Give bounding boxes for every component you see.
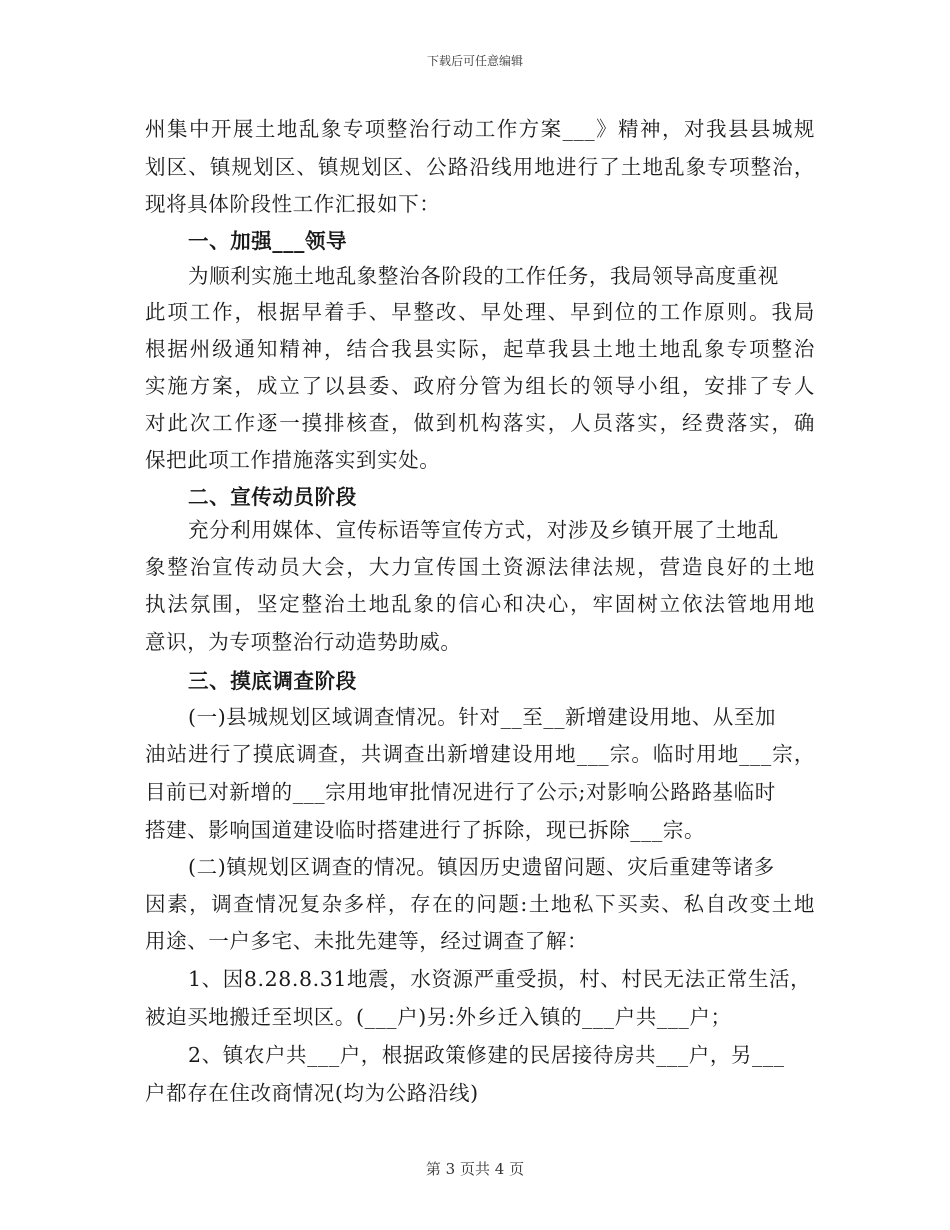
paragraph-line: 象整治宣传动员大会，大力宣传国土资源法律法规，营造良好的土地 — [145, 555, 815, 579]
paragraph-line: 用途、一户多宅、未批先建等，经过调查了解： — [145, 929, 589, 953]
paragraph-line: 目前已对新增的___宗用地审批情况进行了公示;对影响公路路基临时 — [145, 780, 776, 804]
paragraph-line: 搭建、影响国道建设临时搭建进行了拆除，现已拆除___宗。 — [145, 818, 706, 842]
paragraph-line: 1、因8.28.8.31地震，水资源严重受损，村、村民无法正常生活， — [188, 967, 812, 991]
paragraph-line: 州集中开展土地乱象专项整治行动工作方案___》精神，对我县县城规 — [145, 117, 815, 141]
paragraph-line: 户都存在住改商情况(均为公路沿线) — [145, 1081, 479, 1105]
paragraph-line: 实施方案，成立了以县委、政府分管为组长的领导小组，安排了专人 — [145, 374, 815, 398]
paragraph-line: 对此次工作逐一摸排核查，做到机构落实，人员落实，经费落实，确 — [145, 411, 815, 435]
paragraph-line: 2、镇农户共___户，根据政策修建的民居接待房共___户，另___ — [188, 1043, 785, 1067]
paragraph-line: 因素，调查情况复杂多样，存在的问题:土地私下买卖、私自改变土地 — [145, 892, 815, 916]
paragraph-line: 充分利用媒体、宣传标语等宣传方式，对涉及乡镇开展了土地乱 — [188, 518, 779, 542]
paragraph-line: 根据州级通知精神，结合我县实际，起草我县土地土地乱象专项整治 — [145, 337, 815, 361]
paragraph-line: 此项工作，根据早着手、早整改、早处理、早到位的工作原则。我局 — [145, 300, 815, 324]
section-heading-2: 二、宣传动员阶段 — [188, 485, 357, 509]
page-header: 下载后可任意编辑 — [426, 54, 523, 68]
paragraph-line: 被迫买地搬迁至坝区。(___户)另:外乡迁入镇的___户共___户； — [145, 1005, 732, 1029]
section-heading-3: 三、摸底调查阶段 — [188, 669, 357, 693]
paragraph-line: (一)县城规划区域调查情况。针对__至__新增建设用地、从至加 — [188, 705, 777, 729]
paragraph-line: 执法氛围，坚定整治土地乱象的信心和决心，牢固树立依法管地用地 — [145, 592, 815, 616]
paragraph-line: (二)镇规划区调查的情况。镇因历史遗留问题、灾后重建等诸多 — [188, 855, 775, 879]
paragraph-line: 为顺利实施土地乱象整治各阶段的工作任务，我局领导高度重视 — [188, 264, 779, 288]
paragraph-line: 油站进行了摸底调查，共调查出新增建设用地___宗。临时用地___宗， — [145, 742, 815, 766]
paragraph-line: 划区、镇规划区、镇规划区、公路沿线用地进行了土地乱象专项整治， — [145, 155, 815, 179]
paragraph-line: 意识，为专项整治行动造势助威。 — [145, 630, 462, 654]
section-heading-1: 一、加强___领导 — [188, 229, 348, 253]
paragraph-line: 保把此项工作措施落实到实处。 — [145, 448, 441, 472]
paragraph-line: 现将具体阶段性工作汇报如下： — [145, 192, 441, 216]
page-footer: 第 3 页共 4 页 — [425, 1160, 525, 1178]
